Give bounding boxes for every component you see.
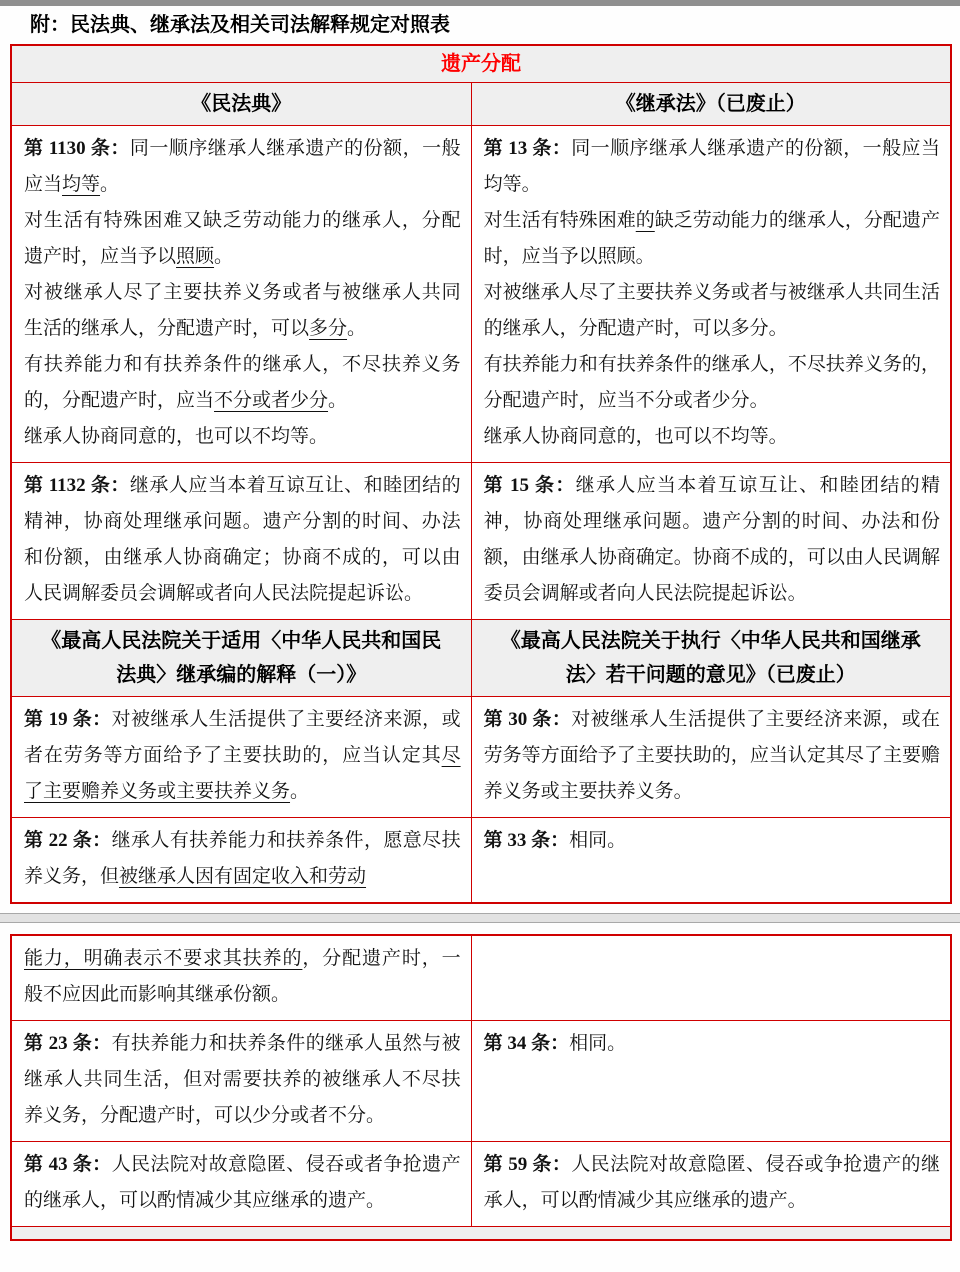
article-number: 第 43 条：	[24, 1154, 112, 1175]
article-number: 第 1132 条：	[24, 475, 130, 496]
text-run: 缺乏劳动能力的继承人，分配遗产时，应当予以照顾。	[483, 210, 940, 267]
table-cell-left	[12, 463, 472, 619]
column-header-right: 《继承法》（已废止）	[615, 93, 806, 115]
article-number: 第 33 条：	[483, 830, 570, 851]
table-cell-left	[12, 1021, 472, 1141]
paragraph	[24, 1026, 461, 1134]
table-part2	[10, 934, 952, 1241]
table-cell-right	[472, 463, 950, 619]
table-cell-right	[472, 1021, 950, 1141]
page-2	[0, 930, 960, 1272]
text-run: 。	[290, 781, 310, 802]
text-run: 均等	[62, 174, 101, 195]
article-number: 第 19 条：	[24, 709, 112, 730]
text-run: 相同。	[569, 830, 627, 851]
text-run: 的	[635, 210, 655, 231]
paragraph	[24, 275, 461, 347]
text-run: 继承人协商同意的，也可以不均等。	[483, 426, 788, 447]
paragraph	[24, 702, 461, 810]
table-cell-left	[12, 818, 472, 902]
text-run: 能力，明确表示不要求其扶养的	[24, 948, 303, 969]
table-cell-right	[472, 1142, 950, 1226]
text-run: 对生活有特殊困难	[483, 210, 636, 231]
text-run: 同一顺序继承人继承遗产的份额，一般应当均等。	[483, 138, 940, 195]
table-row	[12, 1142, 950, 1227]
text-run: 被继承人因有固定收入和劳动	[119, 866, 367, 887]
article-number: 第 13 条：	[483, 138, 572, 159]
article-number: 第 59 条：	[483, 1154, 572, 1175]
paragraph	[24, 347, 461, 419]
text-run: 尽了主要赡养义务或主要扶养义务	[24, 745, 461, 802]
table-row	[12, 126, 950, 463]
text-run: 有扶养能力和有扶养条件的继承人，不尽扶养义务的，分配遗产时，应当	[24, 354, 461, 411]
paragraph	[484, 823, 940, 859]
text-run: 对生活有特殊困难又缺乏劳动能力的继承人，分配遗产时，应当予以	[24, 210, 461, 267]
column-header-left: 《最高人民法院关于适用〈中华人民共和国民法典〉继承编的解释（一）》	[12, 620, 472, 696]
paragraph	[484, 275, 940, 347]
table-row	[12, 936, 950, 1021]
paragraph	[24, 1147, 461, 1219]
text-run: 。	[214, 246, 234, 267]
column-header-left: 《民法典》	[12, 83, 472, 125]
column-header-row	[12, 83, 950, 126]
text-run: 不分或者少分	[214, 390, 329, 411]
text-run: 对被继承人尽了主要扶养义务或者与被继承人共同生活的继承人，分配遗产时，可以多分。	[483, 282, 940, 339]
paragraph	[24, 823, 461, 895]
text-run: 。	[328, 390, 348, 411]
page-1	[0, 6, 960, 906]
text-run: 有扶养能力和扶养条件的继承人虽然与被继承人共同生活，但对需要扶养的被继承人不尽扶养义务，分配遗产时，可以少分或者不分。	[24, 1033, 461, 1126]
table-row	[12, 818, 950, 902]
page-break	[0, 906, 960, 930]
paragraph	[24, 419, 461, 455]
text-run: 。	[347, 318, 367, 339]
table-cell-right	[472, 126, 950, 462]
paragraph	[484, 131, 940, 203]
text-run: 人民法院对故意隐匿、侵吞或者争抢遗产的继承人，可以酌情减少其应继承的遗产。	[24, 1154, 461, 1211]
text-run: 相同。	[569, 1033, 627, 1054]
table-cell-left	[12, 1142, 472, 1226]
article-number: 第 30 条：	[483, 709, 572, 730]
paragraph	[484, 1026, 940, 1062]
article-number: 第 34 条：	[483, 1033, 570, 1054]
text-run: 对被继承人生活提供了主要经济来源，或在劳务等方面给予了主要扶助的，应当认定其尽了主要赡养义务或主要扶养义务。	[483, 709, 940, 802]
text-run: 继承人应当本着互谅互让、和睦团结的精神，协商处理继承问题。遗产分割的时间、办法和份额，由继承人协商确定；协商不成的，可以由人民调解委员会调解或者向人民法院提起诉讼。	[24, 475, 461, 604]
paragraph	[484, 347, 940, 419]
text-run: 同一顺序继承人继承遗产的份额，一般应当	[24, 138, 461, 195]
text-run: 继承人有扶养能力和扶养条件，愿意尽扶养义务，但	[24, 830, 461, 887]
table-row	[12, 463, 950, 620]
page-break-band	[0, 913, 960, 923]
table-cell-right	[472, 818, 950, 902]
paragraph	[24, 941, 461, 1013]
paragraph	[24, 468, 461, 612]
section-header-row	[12, 46, 950, 83]
table-cell-left	[12, 697, 472, 817]
paragraph	[484, 203, 940, 275]
article-number: 第 1130 条：	[24, 138, 130, 159]
article-number: 第 23 条：	[24, 1033, 112, 1054]
paragraph	[24, 131, 461, 203]
table-cell-right	[472, 697, 950, 817]
paragraph	[484, 468, 940, 612]
text-run: ，分配遗产时，一般不应因此而影响其继承份额。	[24, 948, 461, 1005]
article-number: 第 22 条：	[24, 830, 112, 851]
paragraph	[484, 419, 940, 455]
text-run: 继承人协商同意的，也可以不均等。	[24, 426, 329, 447]
text-run: 继承人应当本着互谅互让、和睦团结的精神，协商处理继承问题。遗产分割的时间、办法和份额，由继承人协商确定。协商不成的，可以由人民调解委员会调解或者向人民法院提起诉讼。	[483, 475, 940, 604]
text-run: 有扶养能力和有扶养条件的继承人，不尽扶养义务的，分配遗产时，应当不分或者少分。	[483, 354, 940, 411]
page-title: 附：民法典、继承法及相关司法解释规定对照表	[30, 14, 450, 36]
article-number: 第 15 条：	[483, 475, 576, 496]
table-cell-right	[472, 936, 950, 1020]
paragraph	[484, 1147, 940, 1219]
text-run: 对被继承人尽了主要扶养义务或者与被继承人共同生活的继承人，分配遗产时，可以	[24, 282, 461, 339]
text-run: 人民法院对故意隐匿、侵吞或争抢遗产的继承人，可以酌情减少其应继承的遗产。	[483, 1154, 940, 1211]
column-header-row	[12, 620, 950, 697]
table-cell-left	[12, 126, 472, 462]
partial-next-row	[12, 1227, 950, 1239]
text-run: 照顾	[176, 246, 215, 267]
table-cell-left	[12, 936, 472, 1020]
table-row	[12, 1021, 950, 1142]
table-row	[12, 697, 950, 818]
paragraph	[24, 203, 461, 275]
paragraph	[484, 702, 940, 810]
column-header-right: 《最高人民法院关于执行〈中华人民共和国继承法〉若干问题的意见》（已废止）	[500, 630, 921, 686]
section-title: 遗产分配	[441, 53, 521, 75]
text-run: 多分	[309, 318, 348, 339]
text-run: 对被继承人生活提供了主要经济来源，或者在劳务等方面给予了主要扶助的，应当认定其	[24, 709, 461, 766]
text-run: 。	[100, 174, 120, 195]
table-part1	[10, 44, 952, 904]
